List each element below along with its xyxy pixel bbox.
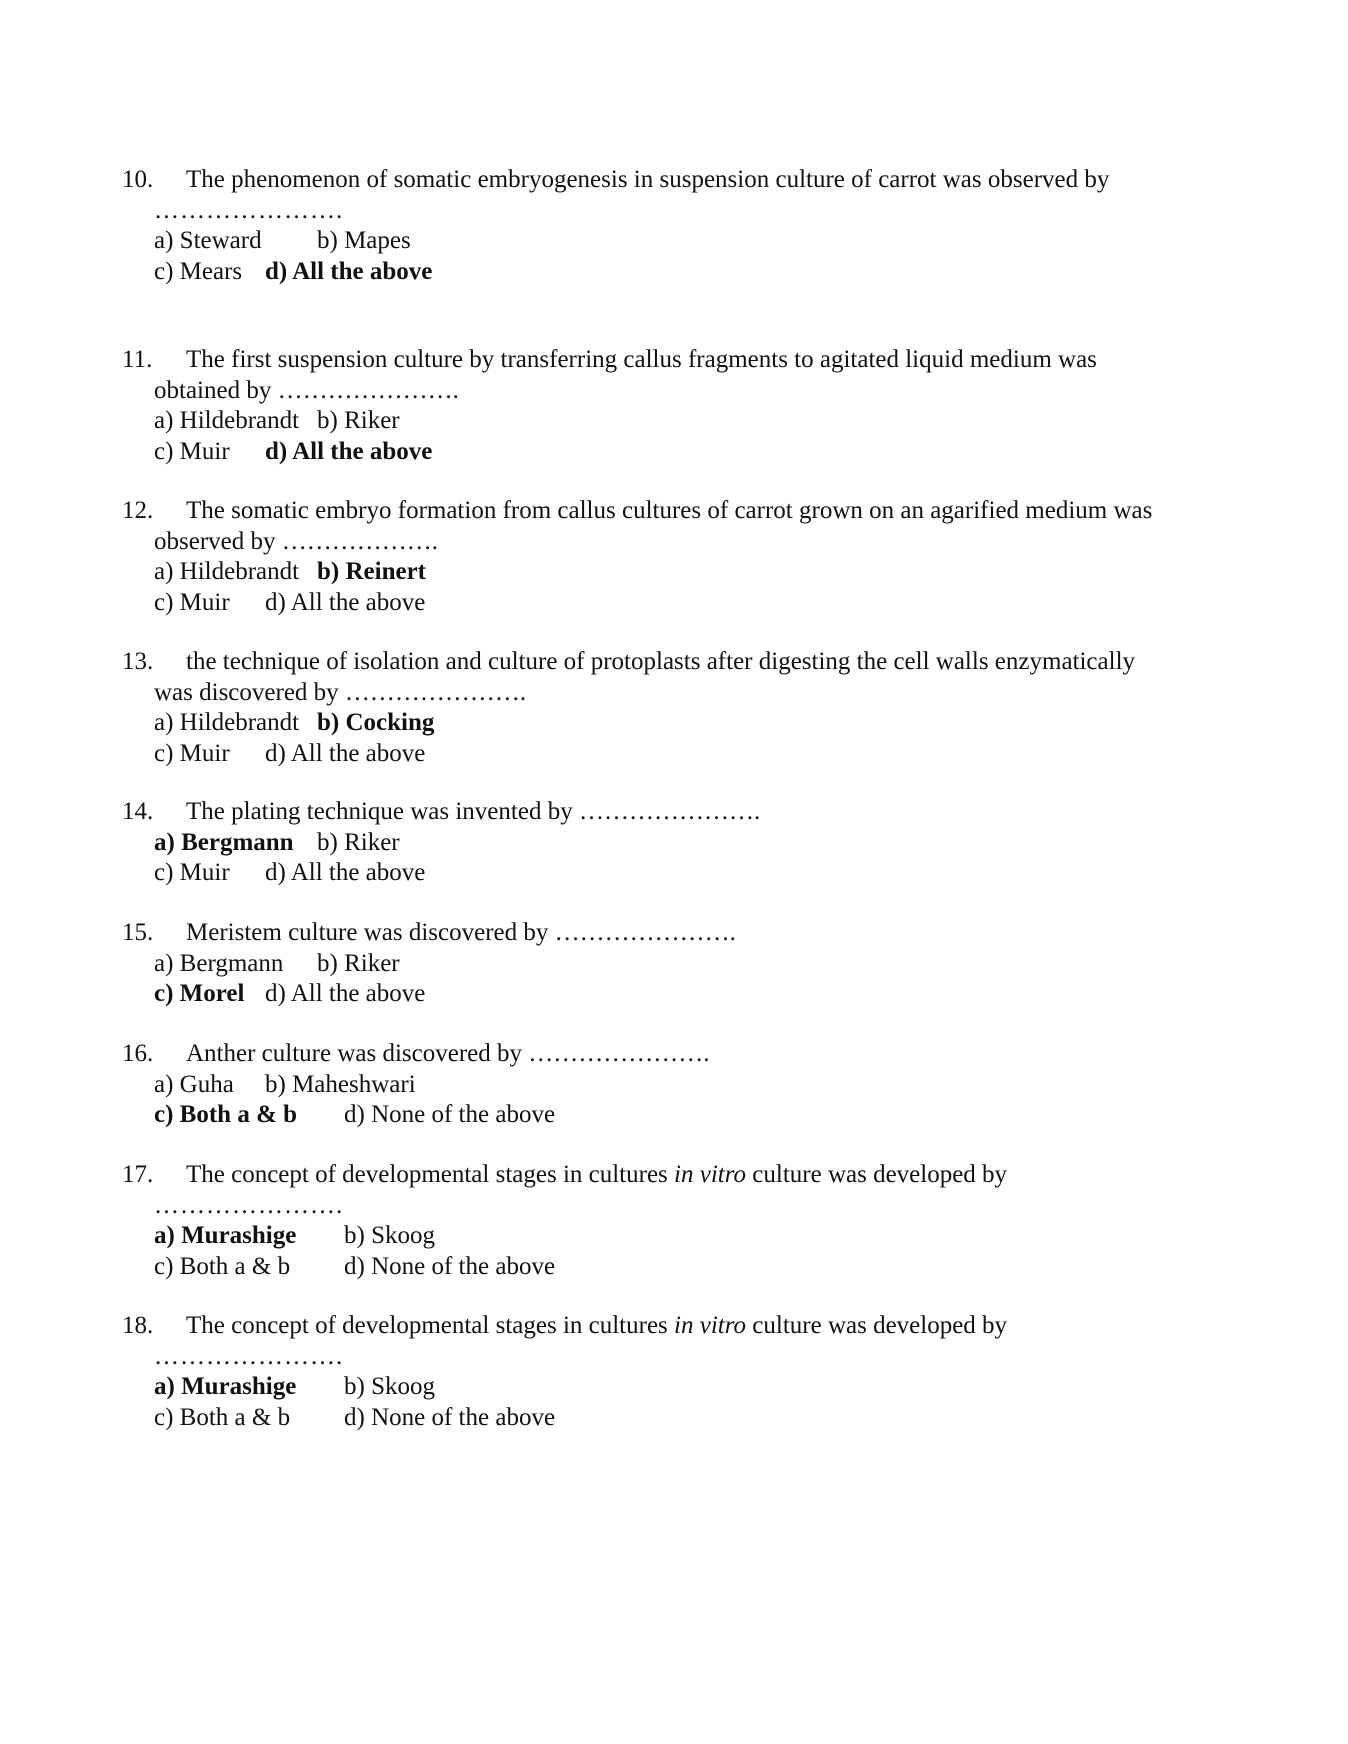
option-d: d) All the above [265,739,426,767]
option-d: d) None of the above [344,1403,556,1431]
option-d: d) All the above [265,859,426,886]
question-stem: The somatic embryo formation from callus cultures of carrot grown on an agarified medium was [186,497,1153,524]
question-17 [122,1160,1222,1282]
question-13 [122,647,1222,769]
question-stem-continued: was discovered by …………………. [154,678,527,706]
question-number: 16. [122,1040,154,1067]
option-b: b) Mapes [317,227,411,254]
option-c-correct: c) Both a & b [154,1101,298,1128]
option-a: a) Hildebrandt [154,709,300,736]
question-number: 13. [122,648,154,675]
question-stem: the technique of isolation and culture of protoplasts after digesting the cell walls enzymatically [186,648,1136,675]
question-number: 18. [122,1312,154,1339]
question-stem-continued: observed by ………………. [154,527,438,555]
option-c-correct: c) Morel [154,980,245,1007]
question-number: 15. [122,919,154,946]
option-a-correct: a) Murashige [154,1222,297,1249]
option-b-correct: b) Reinert [317,558,426,585]
option-a: a) Hildebrandt [154,558,300,585]
question-number: 14. [122,798,154,825]
question-10 [122,165,1222,287]
option-a: a) Steward [154,227,262,254]
option-d: d) None of the above [344,1252,556,1280]
question-15 [122,918,1222,1010]
question-stem: The concept of developmental stages in cultures in vitro culture was developed by [186,1161,1008,1188]
option-c: c) Both a & b [154,1403,291,1431]
option-b: b) Maheshwari [265,1070,416,1098]
option-a: a) Hildebrandt [154,407,300,434]
question-stem: The first suspension culture by transferring callus fragments to agitated liquid medium was [186,346,1097,373]
question-16 [122,1039,1222,1131]
option-a: a) Bergmann [154,949,284,977]
question-14 [122,797,1222,889]
question-12 [122,496,1222,618]
option-c: c) Mears [154,257,243,285]
option-b: b) Riker [317,407,400,434]
option-d-correct: d) All the above [265,257,433,285]
option-b: b) Skoog [344,1373,435,1400]
answer-blank: …………………. [154,1191,344,1219]
option-c: c) Muir [154,859,230,886]
option-a-correct: a) Bergmann [154,828,294,856]
question-11 [122,345,1222,467]
option-d: d) All the above [265,980,426,1007]
question-stem-continued: obtained by …………………. [154,376,459,404]
option-b: b) Skoog [344,1222,435,1249]
option-a: a) Guha [154,1070,234,1098]
question-number: 17. [122,1161,154,1188]
option-d: d) None of the above [344,1101,556,1128]
option-b-correct: b) Cocking [317,709,435,736]
question-stem: The plating technique was invented by …………………. [186,798,761,825]
answer-blank: …………………. [154,1342,344,1370]
question-stem: The concept of developmental stages in cultures in vitro culture was developed by [186,1312,1008,1339]
question-stem: The phenomenon of somatic embryogenesis in suspension culture of carrot was observed by [186,166,1110,193]
option-b: b) Riker [317,949,400,977]
question-number: 12. [122,497,154,524]
option-d-correct: d) All the above [265,437,433,465]
option-c: c) Muir [154,739,230,767]
question-number: 11. [122,346,153,373]
option-d: d) All the above [265,588,426,616]
option-c: c) Both a & b [154,1252,291,1280]
question-stem: Anther culture was discovered by …………………. [186,1040,710,1067]
option-a-correct: a) Murashige [154,1373,297,1400]
question-number: 10. [122,166,154,193]
answer-blank: …………………. [154,196,344,224]
question-18 [122,1311,1222,1433]
option-b: b) Riker [317,828,400,856]
option-c: c) Muir [154,588,230,616]
question-stem: Meristem culture was discovered by …………………. [186,919,736,946]
option-c: c) Muir [154,437,230,465]
